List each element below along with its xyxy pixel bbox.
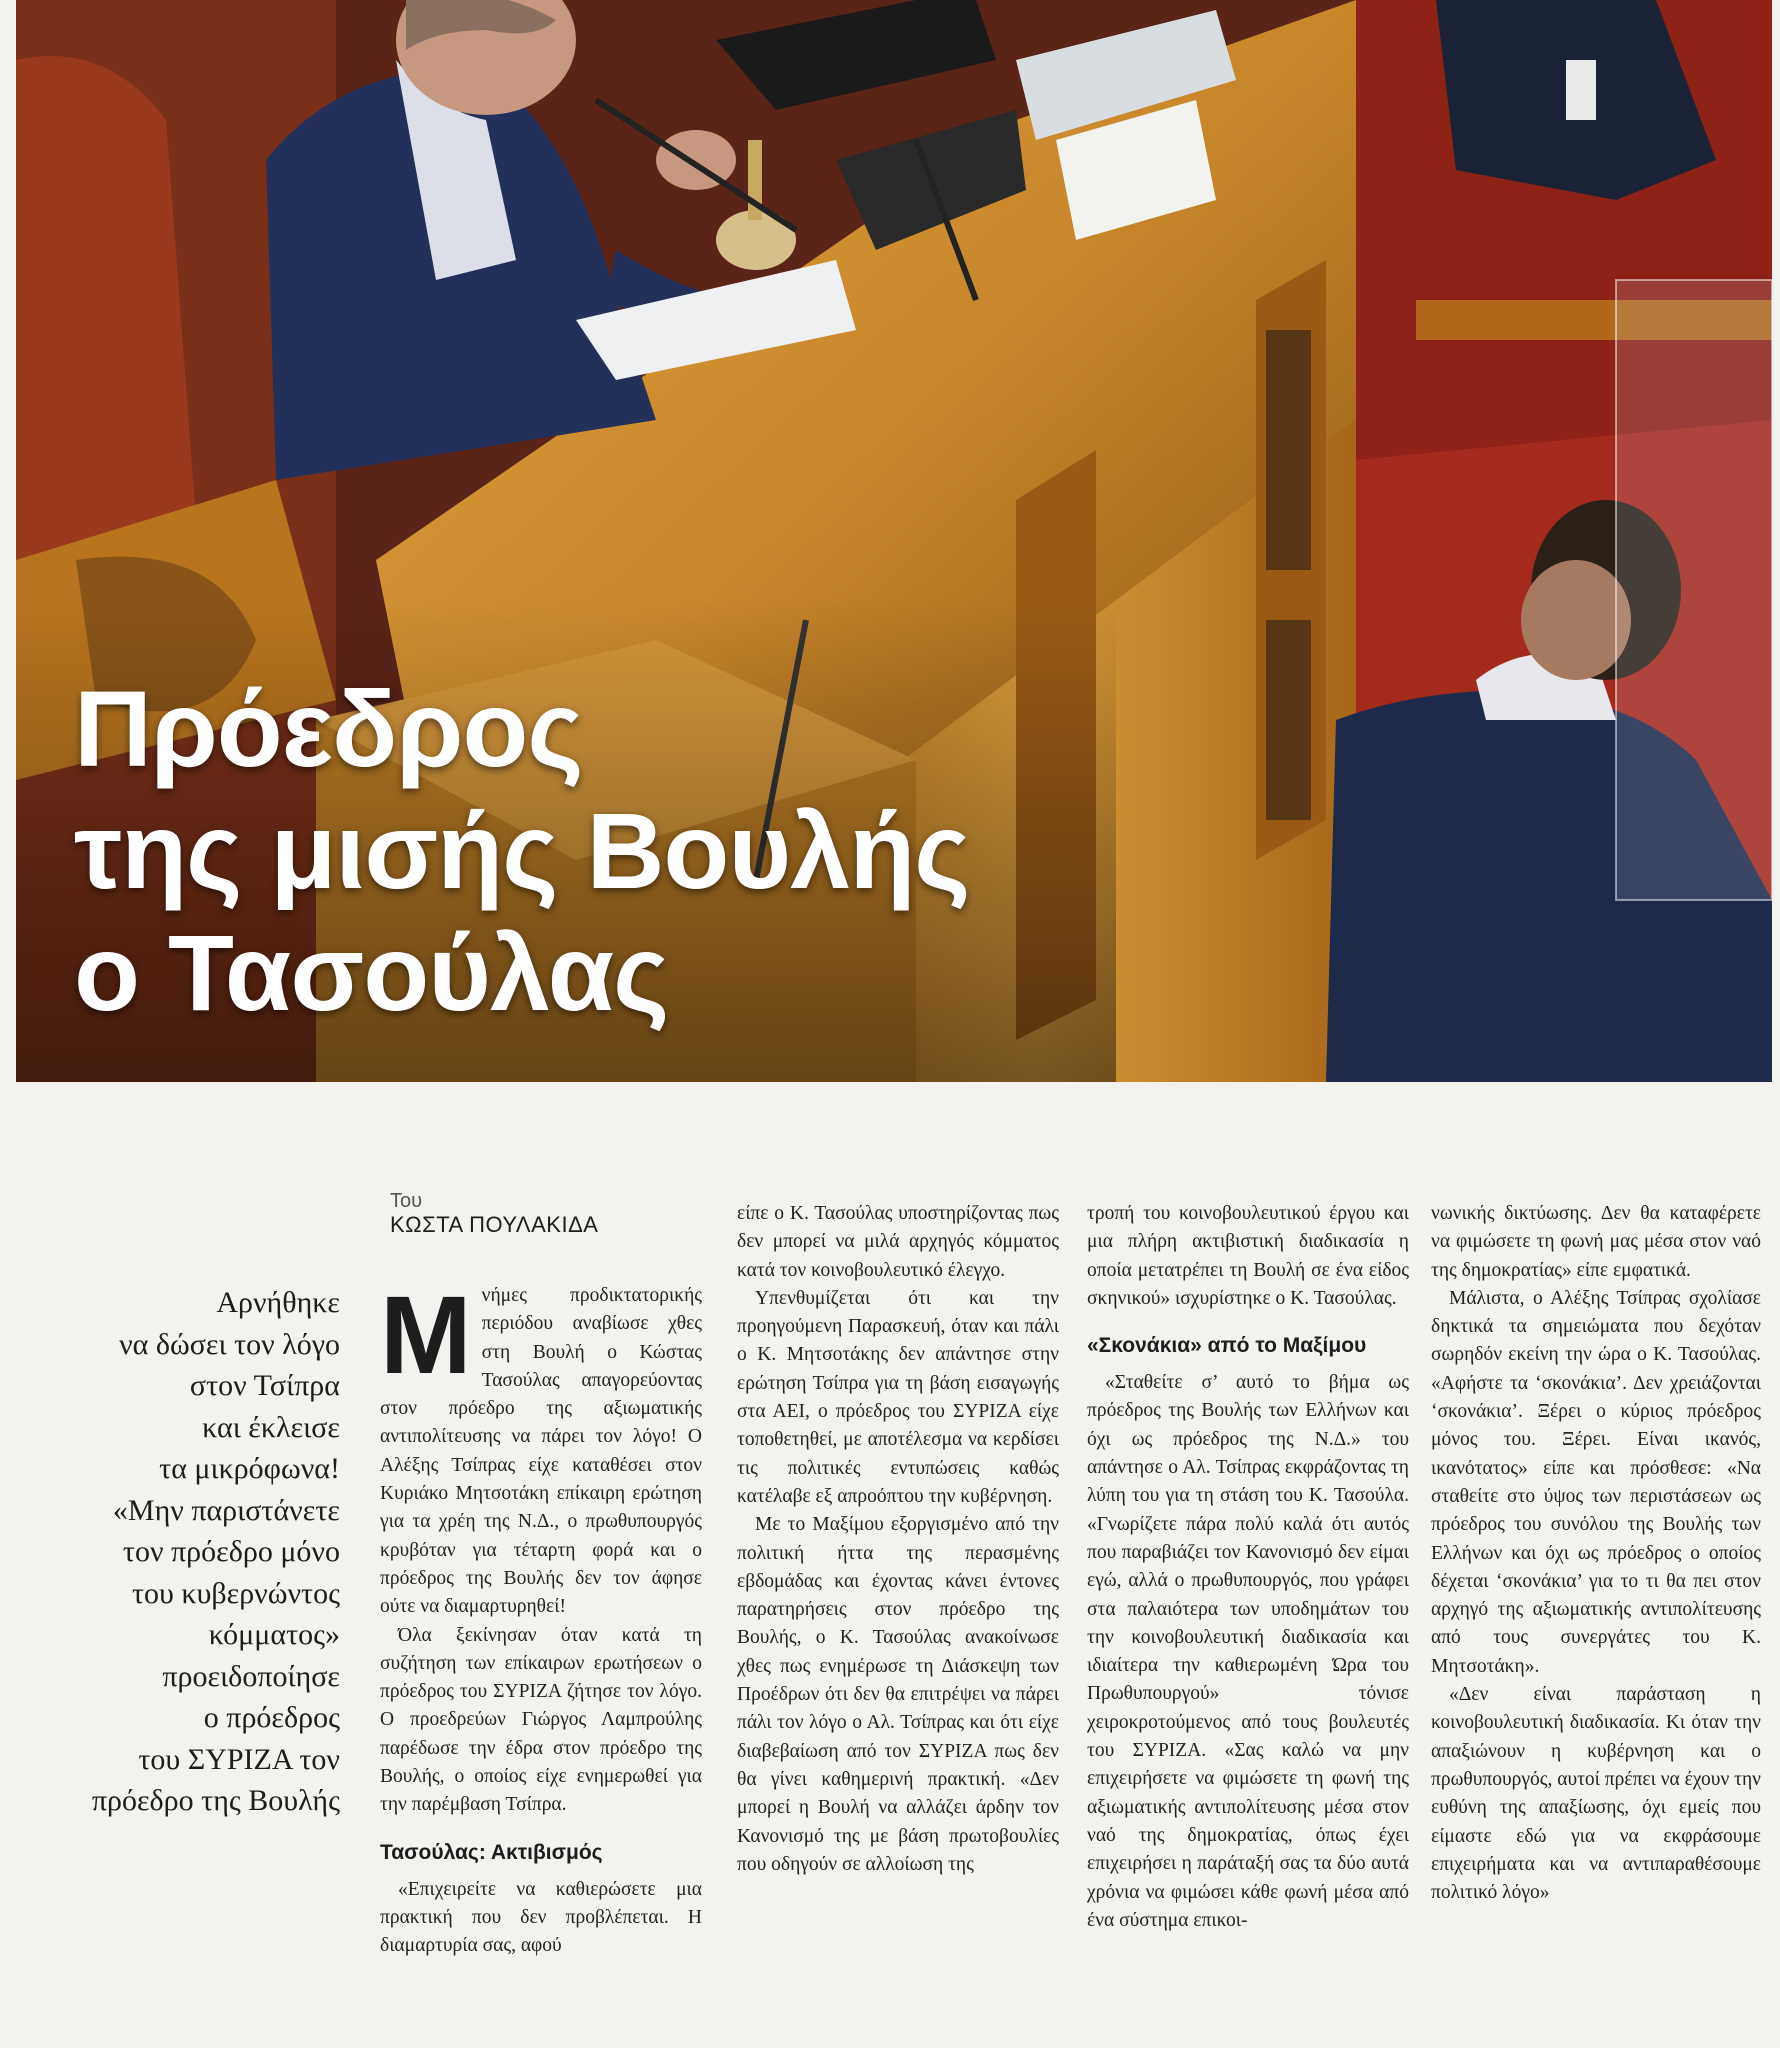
pull-quote bbox=[40, 1282, 340, 1822]
paragraph: τροπή του κοινοβουλευτικού έργου και μια πλήρη ακτιβιστική διαδικασία η οποία μετατρέπει τη Βουλή σε ένα είδος σκηνικού» ισχυρίστηκε ο Κ. Τασούλας. bbox=[1087, 1203, 1409, 1309]
pullquote-line: στον Τσίπρα bbox=[189, 1369, 340, 1402]
paragraph: νήμες προδικτατορικής περιόδου αναβίωσε χθες στη Βουλή ο Κώστας Τασούλας απαγορεύοντας στον πρόεδρο της αξιωματικής αντιπολίτευσης να πάρει τον λόγο! Ο Αλέξης Τσίπρας είχε καταθέσει στον Κυριάκο Μητσοτάκη επίκαιρη ερώτηση για τα χρέη της Ν.Δ., ο πρωθυπουργός κρυβόταν για τέταρτη φορά και ο πρόεδρος της Βουλής δεν τον άφησε ούτε να διαμαρτυρηθεί! bbox=[380, 1285, 702, 1618]
paragraph: Όλα ξεκίνησαν όταν κατά τη συζήτηση των επίκαιρων ερωτήσεων ο πρόεδρος του ΣΥΡΙΖΑ ζήτησε τον λόγο. Ο προεδρεύων Γιώργος Λαμπρούλης παρέδωσε την έδρα στον πρόεδρο της Βουλής, ο οποίος είχε ενημερωθεί για την παρέμβαση Τσίπρα. bbox=[380, 1624, 702, 1816]
author-byline bbox=[390, 1190, 690, 1238]
paragraph: Υπενθυμίζεται ότι και την προηγούμενη Παρασκευή, όταν και πάλι ο Κ. Μητσοτάκης δεν απάντησε στην ερώτηση Τσίπρα για τη βάση εισαγωγής στα ΑΕΙ, ο πρόεδρος του ΣΥΡΙΖΑ είχε τοποθετηθεί, με αποτέλεσμα να κερδίσει τις πολιτικές εντυπώσεις καθώς κατέλαβε εξ απροόπτου την κυβέρνηση. bbox=[737, 1287, 1059, 1507]
pullquote-line: και έκλεισε bbox=[202, 1410, 340, 1444]
pullquote-line: του ΣΥΡΙΖΑ τον bbox=[138, 1742, 340, 1776]
headline-line-3: ο Τασούλας bbox=[74, 912, 669, 1033]
paragraph: είπε ο Κ. Τασούλας υποστηρίζοντας πως δεν μπορεί να μιλά αρχηγός κόμματος κατά τον κοινοβουλευτικό έλεγχο. bbox=[737, 1203, 1059, 1281]
paragraph: Μάλιστα, ο Αλέξης Τσίπρας σχολίασε δηκτικά τα σημειώματα που δεχόταν σωρηδόν εκείνη την ώρα ο Κ. Τασούλας. «Αφήστε τα ‘σκονάκια’. Δεν χρειάζονται ‘σκονάκια’. Ξέρει ο κύριος πρόεδρος μόνος του. Ξέρει. Είναι ικανός, ικανότατος» είπε και πρόσθεσε: «Να σταθείτε στο ύψος των περιστάσεων ως πρόεδρος του συνόλου της Βουλής των Ελλήνων και όχι ως πρόεδρος ο οποίος δέχεται ‘σκονάκια’ για το τι θα πει στον αρχηγό της αξιωματικής αντιπολίτευσης από τους συνεργάτες του Κ. Μητσοτάκη». bbox=[1431, 1287, 1761, 1677]
pullquote-line: πρόεδρο της Βουλής bbox=[91, 1784, 340, 1817]
article-headline bbox=[74, 668, 1034, 1034]
paragraph: Με το Μαξίμου εξοργισμένο από την πολιτική ήττα της περασμένης εβδομάδας και έχοντας κάνει έντονες παρατηρήσεις στον πρόεδρο της Βουλής, ο Κ. Τασούλας ανακοίνωσε χθες πως ενημέρωσε τη Διάσκεψη των Προέδρων ότι δεν θα επιτρέψει να πάρει πάλι τον λόγο ο Αλ. Τσίπρας και ότι είχε διαβεβαίωση από τον ΣΥΡΙΖΑ πως δεν θα γίνει καθημερινή πρακτική. «Δεν μπορεί η Βουλή να αλλάζει άρδην τον Κανονισμό της με βάση πρωτοβουλίες που οδηγούν σε αλλοίωση της bbox=[737, 1514, 1059, 1875]
pullquote-line: «Μην παριστάνετε bbox=[112, 1493, 340, 1527]
pullquote-line: τον πρόεδρο μόνο bbox=[122, 1535, 340, 1568]
drop-cap: M bbox=[380, 1282, 472, 1397]
headline-line-1: Πρόεδρος bbox=[74, 668, 583, 789]
subheading: «Σκονάκια» από το Μαξίμου bbox=[1087, 1334, 1367, 1358]
pullquote-line: προειδοποίησε bbox=[162, 1659, 340, 1693]
paragraph: «Δεν είναι παράσταση η κοινοβουλευτική διαδικασία. Κι όταν την απαξιώνουν η κυβέρνηση και ο πρωθυπουργός, αυτοί πρέπει να έχουν την ευθύνη της απαξίωσης, όχι εμείς που είμαστε εδώ για να εκφράσουμε επιχειρήματα και να αντιπαραθέσουμε πολιτικό λόγο» bbox=[1431, 1684, 1761, 1904]
pullquote-line: κόμματος» bbox=[208, 1618, 340, 1651]
article-column-2 bbox=[737, 1200, 1059, 2048]
subheading: Τασούλας: Ακτιβισμός bbox=[380, 1840, 603, 1864]
article-column-1 bbox=[380, 1282, 702, 2048]
paragraph: «Σταθείτε σ’ αυτό το βήμα ως πρόεδρος της Βουλής των Ελλήνων και όχι ως πρόεδρος της Ν.Δ.» του απάντησε ο Αλ. Τσίπρας εκφράζοντας τη λύπη του για τη στάση του Κ. Τασούλα. «Γνωρίζετε πάρα πολύ καλά ότι αυτός που παραβιάζει τον Κανονισμό δεν είμαι εγώ, αλλά ο πρωθυπουργός, που γράφει στα παλαιότερα των υποδημάτων του την κοινοβουλευτική διαδικασία και ιδιαίτερα την καθιερωμένη Ώρα του Πρωθυπουργού» τόνισε χειροκροτούμενος από τους βουλευτές του ΣΥΡΙΖΑ. «Σας καλώ να μην επιχειρήσετε να φιμώσετε τη φωνή της αξιωματικής αντιπολίτευσης μέσα στον ναό της δημοκρατίας, όπως έχει επιχειρήσει η παράταξή σας τα δύο αυτά χρόνια να φιμώσει κάθε φωνή μέσα από ένα σύστημα επικοι- bbox=[1087, 1372, 1409, 1931]
pullquote-line: του κυβερνώντος bbox=[131, 1576, 340, 1610]
pullquote-line: τα μικρόφωνα! bbox=[159, 1452, 340, 1485]
byline-author: ΚΩΣΤΑ ΠΟΥΛΑΚΙΔΑ bbox=[390, 1212, 599, 1237]
paragraph: «Επιχειρείτε να καθιερώσετε μια πρακτική που δεν προβλέπεται. Η διαμαρτυρία σας, αφού bbox=[380, 1878, 702, 1957]
headline-line-2: της μισής Βουλής bbox=[74, 790, 970, 911]
pullquote-line: Αρνήθηκε bbox=[216, 1286, 340, 1319]
article-column-3 bbox=[1087, 1200, 1409, 2048]
pullquote-line: να δώσει τον λόγο bbox=[119, 1327, 340, 1361]
article-column-4 bbox=[1431, 1200, 1761, 2048]
hero-photo bbox=[16, 0, 1772, 1082]
byline-prefix: Του bbox=[390, 1190, 423, 1212]
pullquote-line: ο πρόεδρος bbox=[203, 1701, 340, 1734]
paragraph: νωνικής δικτύωσης. Δεν θα καταφέρετε να φιμώσετε τη φωνή μας μέσα στον ναό της δημοκρατίας» είπε εμφατικά. bbox=[1431, 1203, 1761, 1281]
